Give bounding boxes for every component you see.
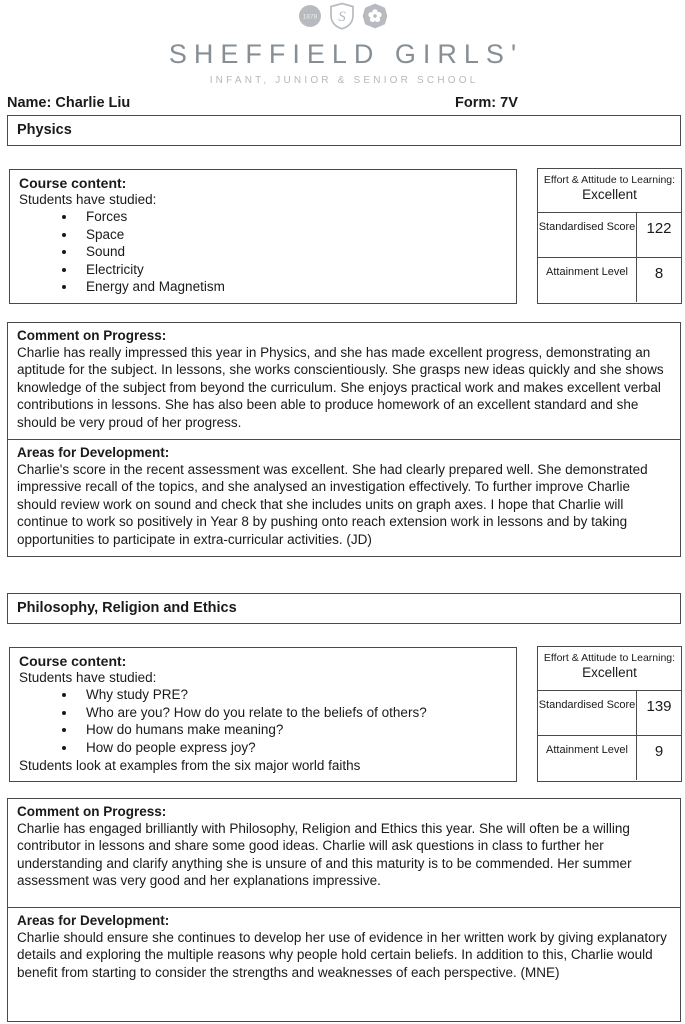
attainment-level-value: 8 (654, 265, 664, 282)
course-item: • Sound (77, 244, 507, 261)
school-logos (0, 4, 685, 32)
standardised-score-value: 139 (646, 698, 672, 716)
form-field (455, 95, 518, 111)
physics-development-text: Charlie's score in the recent assessment was excellent. She had clearly prepared well. She demonstrated impressive recall of the topics, and she analysed an investigation effectively. To further improve Charlie should review work on sound and check that she includes units on graph axes. I hope that Charlie will continue to work so positively in Year 8 by pushing onto reach extension work in lessons and by taking opportunities to participate in extra-curricular activities. (JD) (17, 462, 648, 547)
physics-course-row (9, 169, 682, 304)
physics-course-list (19, 209, 507, 296)
form-value: 7V (500, 95, 518, 111)
pre-progress-text: Charlie has engaged brilliantly with Philosophy, Religion and Ethics this year. She will often be a willing contributor in lessons and share some good ideas. Charlie will ask questions in class to further her understanding and clarify anything she is unsure of and this maturity is to be commended. Her summer assessment was very good and her explanations impressive. (17, 821, 632, 889)
attainment-level-row (538, 736, 681, 780)
standardised-score-value: 122 (646, 220, 672, 237)
effort-attitude-value: Excellent (582, 187, 637, 202)
standardised-score-label: Standardised Score (538, 691, 637, 735)
svg-text:S: S (337, 8, 346, 25)
pre-development-text: Charlie should ensure she continues to develop her use of evidence in her written work by giving explanatory details and exploring the multiple reasons why people hold certain beliefs. In addition to this, Charlie would benefit from starting to consider the strengths and weaknesses of each perspective. (MNE) (17, 930, 667, 980)
physics-comments-box (7, 322, 681, 557)
course-item: • How do humans make meaning? (77, 722, 507, 739)
attainment-level-label: Attainment Level (538, 258, 637, 302)
comment-on-progress-label: Comment on Progress: (17, 804, 167, 820)
students-studied-label: Students have studied: (19, 192, 157, 207)
student-info-row (7, 95, 681, 113)
physics-scores-table (537, 168, 682, 304)
physics-progress-section (8, 323, 680, 439)
students-studied-label: Students have studied: (19, 670, 157, 686)
student-name: Charlie Liu (55, 95, 131, 111)
attainment-level-value: 9 (654, 743, 664, 761)
student-name-field (7, 95, 130, 111)
attainment-level-label: Attainment Level (538, 736, 637, 780)
pre-scores-table (537, 646, 682, 782)
pre-comments-box (7, 798, 681, 1022)
areas-for-development-label: Areas for Development: (17, 913, 170, 929)
physics-progress-text: Charlie has really impressed this year in Physics, and she has made excellent progress, demonstrating an aptitude for the subject. In lessons, she works conscientiously. She grasps new ideas quickly and she shows knowledge of the subject from beyond the curriculum. She enjoys practical work and makes excellent verbal contributions in lessons. She has also been able to produce homework of an excellent standard and she should be very proud of her progress. (17, 345, 664, 430)
standardised-score-row (538, 691, 681, 736)
subject-title-pre: Philosophy, Religion and Ethics (7, 593, 681, 624)
effort-attitude-value: Excellent (582, 665, 637, 681)
pre-progress-section (8, 799, 680, 907)
effort-attitude-cell (538, 647, 681, 691)
effort-attitude-label: Effort & Attitude to Learning: (543, 174, 676, 186)
attainment-level-row (538, 258, 681, 302)
course-content-label: Course content: (19, 175, 127, 191)
subject-title-physics: Physics (7, 115, 681, 146)
pre-course-row (9, 647, 682, 782)
course-item: • Forces (77, 209, 507, 226)
pre-course-footer: Students look at examples from the six major world faiths (19, 758, 361, 774)
areas-for-development-label: Areas for Development: (17, 445, 170, 461)
pre-course-list (19, 687, 507, 756)
form-label: Form: (455, 95, 497, 111)
course-item: • Energy and Magnetism (77, 279, 507, 296)
school-name: SHEFFIELD GIRLS' (168, 39, 524, 69)
physics-course-content-box (9, 169, 517, 304)
standardised-score-label: Standardised Score (538, 213, 637, 257)
crest-shield-icon (329, 2, 355, 35)
course-item: • How do people express joy? (77, 740, 507, 757)
course-item: • Space (77, 227, 507, 244)
year-1878-badge-icon (298, 4, 322, 33)
standardised-score-row (538, 213, 681, 258)
course-item: • Why study PRE? (77, 687, 507, 704)
pre-development-section (8, 907, 680, 1021)
comment-on-progress-label: Comment on Progress: (17, 328, 167, 343)
course-item: • Who are you? How do you relate to the beliefs of others? (77, 705, 507, 722)
name-label: Name: (7, 95, 52, 111)
svg-text:1878: 1878 (302, 13, 317, 20)
school-subtitle: INFANT, JUNIOR & SENIOR SCHOOL (209, 75, 479, 86)
course-content-label: Course content: (19, 653, 127, 670)
report-header (0, 0, 685, 86)
effort-attitude-cell (538, 169, 681, 213)
pre-course-content-box (9, 647, 517, 782)
physics-development-section (8, 439, 680, 556)
course-item: • Electricity (77, 262, 507, 279)
yorkshire-rose-badge-icon (362, 3, 388, 34)
effort-attitude-label: Effort & Attitude to Learning: (543, 652, 676, 665)
